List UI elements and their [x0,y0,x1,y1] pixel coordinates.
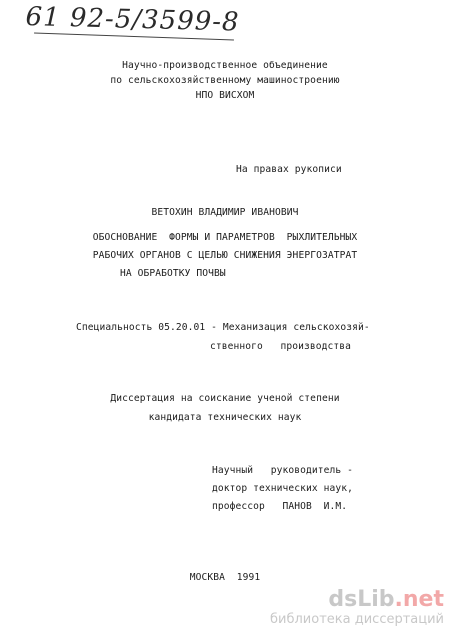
watermark-subtitle: библиотека диссертаций [270,612,444,627]
supervisor-line-1: Научный руководитель - [212,465,354,476]
title-line-3: НА ОБРАБОТКУ ПОЧВЫ [120,268,226,279]
title-line-2: РАБОЧИХ ОРГАНОВ С ЦЕЛЬЮ СНИЖЕНИЯ ЭНЕРГОЗАТРАТ [92,250,358,261]
organization-line-2: по сельскохозяйственному машиностроению [110,75,340,86]
watermark-logo-main: dsLib [328,587,395,612]
dissertation-line-1: Диссертация на соискание ученой степени [110,393,340,404]
supervisor-line-2: доктор технических наук, [212,483,354,494]
author-name: ВЕТОХИН ВЛАДИМИР ИВАНОВИЧ [151,207,299,218]
manuscript-rights: На правах рукописи [236,164,342,175]
watermark-logo-tld: .net [394,587,444,612]
organization-line-3: НПО ВИСХОМ [195,90,255,101]
specialty-line-2: ственного производства [210,341,352,352]
title-line-1: ОБОСНОВАНИЕ ФОРМЫ И ПАРАМЕТРОВ РЫХЛИТЕЛЬНЫХ [92,232,358,243]
supervisor-line-3: профессор ПАНОВ И.М. [212,501,348,512]
dslib-watermark [270,588,444,628]
archive-number-handwritten: 61 92-5/3599-8 [25,2,240,38]
city-year: МОСКВА 1991 [189,572,261,583]
organization-line-1: Научно-производственное объединение [122,60,328,71]
specialty-line-1: Специальность 05.20.01 - Механизация сельскохозяй- [76,322,370,333]
dissertation-line-2: кандидата технических наук [148,412,302,423]
watermark-logo [270,588,444,612]
